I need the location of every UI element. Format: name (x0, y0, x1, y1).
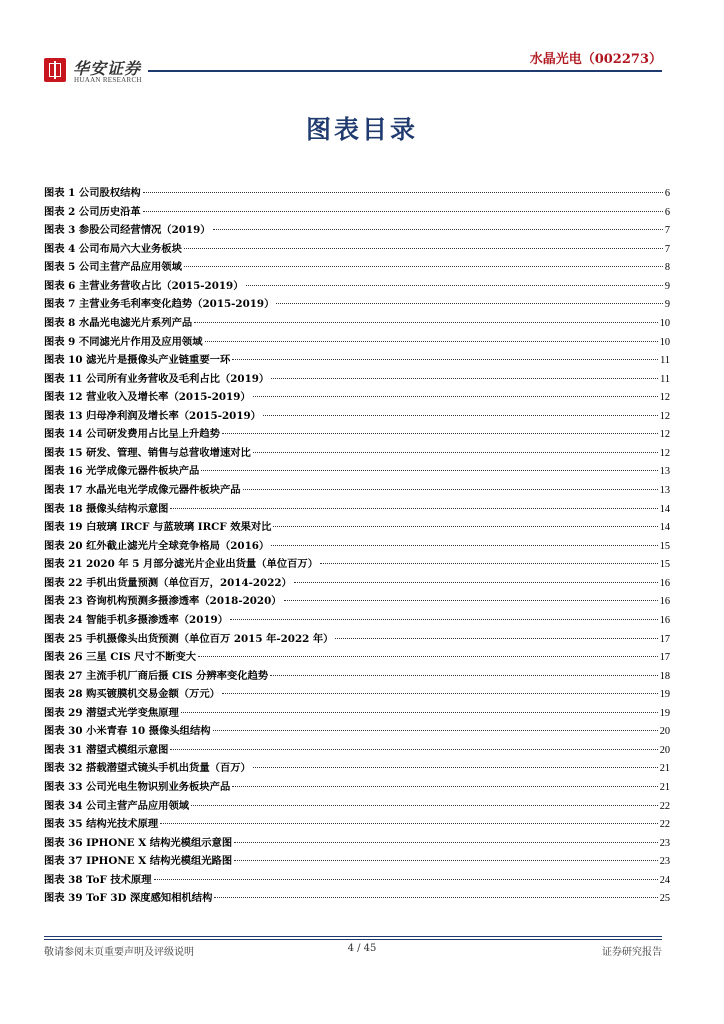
toc-leader-dots (198, 656, 658, 657)
toc-entry-page[interactable]: 7 (664, 243, 670, 255)
toc-leader-dots (214, 897, 657, 898)
toc-leader-dots (246, 285, 663, 286)
toc-entry-page[interactable]: 16 (659, 596, 670, 608)
toc-entry[interactable] (44, 815, 670, 834)
toc-entry-page[interactable]: 23 (659, 856, 670, 868)
toc-entry-label[interactable]: 图表 31 潜望式模组示意图 (44, 743, 169, 756)
toc-entry-label[interactable]: 图表 20 红外截止滤光片全球竞争格局（2016） (44, 539, 270, 552)
page-title: 图表目录 (305, 115, 418, 144)
toc-entry[interactable] (44, 685, 670, 704)
toc-entry-label[interactable]: 图表 36 IPHONE X 结构光模组示意图 (44, 836, 233, 849)
toc-entry-page[interactable]: 22 (659, 800, 670, 812)
toc-entry-page[interactable]: 24 (659, 874, 670, 886)
toc-entry-page[interactable]: 8 (664, 262, 670, 274)
toc-leader-dots (143, 211, 663, 212)
toc-entry-label[interactable]: 图表 2 公司历史沿革 (44, 205, 141, 218)
toc-entry-page[interactable]: 12 (659, 410, 670, 422)
toc-entry-label[interactable]: 图表 29 潜望式光学变焦原理 (44, 706, 179, 719)
toc-entry-page[interactable]: 9 (664, 280, 670, 292)
toc-entry[interactable] (44, 277, 670, 296)
toc-entry-label[interactable]: 图表 26 三星 CIS 尺寸不断变大 (44, 651, 197, 664)
toc-entry-label[interactable]: 图表 37 IPHONE X 结构光模组光路图 (44, 855, 233, 868)
toc-entry[interactable] (44, 537, 670, 556)
toc-entry[interactable] (44, 351, 670, 370)
toc-entry-label[interactable]: 图表 8 水晶光电滤光片系列产品 (44, 316, 193, 329)
toc-entry-page[interactable]: 14 (659, 522, 670, 534)
toc-leader-dots (230, 619, 658, 620)
toc-leader-dots (320, 563, 658, 564)
toc-entry-page[interactable]: 21 (659, 763, 670, 775)
toc-entry[interactable] (44, 184, 670, 203)
toc-entry-page[interactable]: 9 (664, 299, 670, 311)
toc-entry-page[interactable]: 16 (659, 577, 670, 589)
toc-entry-label[interactable]: 图表 4 公司布局六大业务板块 (44, 242, 182, 255)
toc-entry-page[interactable]: 19 (659, 689, 670, 701)
toc-entry-page[interactable]: 16 (659, 614, 670, 626)
toc-entry[interactable] (44, 425, 670, 444)
toc-leader-dots (170, 508, 657, 509)
toc-entry[interactable] (44, 648, 670, 667)
toc-leader-dots (263, 415, 658, 416)
toc-leader-dots (270, 675, 658, 676)
toc-entry-page[interactable]: 13 (659, 485, 670, 496)
toc-leader-dots (232, 786, 657, 787)
toc-entry[interactable] (44, 759, 670, 778)
toc-entry-page[interactable]: 12 (659, 392, 670, 404)
toc-entry[interactable] (44, 852, 670, 871)
toc-entry-page[interactable]: 11 (660, 373, 670, 385)
toc-leader-dots (181, 712, 658, 713)
toc-entry[interactable] (44, 834, 670, 853)
toc-entry-label[interactable]: 图表 21 2020 年 5 月部分滤光片企业出货量（单位百万） (44, 558, 319, 571)
toc-leader-dots (154, 879, 658, 880)
toc-entry-page[interactable]: 23 (659, 837, 670, 849)
toc-entry[interactable] (44, 314, 670, 333)
toc-leader-dots (191, 805, 658, 806)
toc-leader-dots (194, 322, 658, 323)
toc-entry[interactable] (44, 203, 670, 222)
toc-entry-label[interactable]: 图表 14 公司研发费用占比呈上升趋势 (44, 428, 220, 441)
toc-entry-page[interactable]: 17 (659, 652, 670, 664)
toc-entry-label[interactable]: 图表 35 结构光技术原理 (44, 818, 159, 831)
toc-entry-label[interactable]: 图表 11 公司所有业务营收及毛利占比（2019） (44, 372, 270, 385)
toc-entry-page[interactable]: 6 (664, 188, 670, 199)
toc-entry[interactable] (44, 871, 670, 890)
toc-leader-dots (294, 582, 658, 583)
toc-entry[interactable] (44, 370, 670, 389)
toc-leader-dots (243, 489, 658, 490)
toc-leader-dots (213, 730, 658, 731)
toc-leader-dots (222, 693, 658, 694)
toc-leader-dots (271, 378, 658, 379)
toc-entry-label[interactable]: 图表 13 归母净利润及增长率（2015-2019） (44, 409, 261, 422)
toc-entry-label[interactable]: 图表 10 滤光片是摄像头产业链重要一环 (44, 354, 231, 367)
toc-entry-page[interactable]: 20 (659, 726, 670, 738)
toc-leader-dots (201, 470, 657, 471)
toc-entry-label[interactable]: 图表 6 主营业务营收占比（2015-2019） (44, 279, 244, 292)
toc-entry-label[interactable]: 图表 17 水晶光电光学成像元器件板块产品 (44, 484, 241, 496)
toc-leader-dots (160, 823, 658, 824)
company-name: 水晶光电（002273） (529, 52, 662, 67)
toc-entry-page[interactable]: 17 (659, 633, 670, 645)
footer-disclaimer: 敬请参阅末页重要声明及评级说明 (44, 947, 194, 958)
toc-entry-page[interactable]: 10 (659, 336, 670, 348)
toc-leader-dots (232, 359, 658, 360)
toc-entry[interactable] (44, 500, 670, 519)
toc-entry-page[interactable]: 7 (664, 225, 670, 237)
toc-entry[interactable] (44, 704, 670, 723)
toc-entry[interactable] (44, 444, 670, 463)
toc-entry[interactable] (44, 221, 670, 240)
toc-entry-page[interactable]: 15 (659, 559, 670, 571)
toc-entry-page[interactable]: 25 (659, 893, 670, 905)
toc-entry-label[interactable]: 图表 5 公司主营产品应用领域 (44, 261, 182, 274)
toc-entry-label[interactable]: 图表 18 摄像头结构示意图 (44, 502, 169, 515)
toc-entry-label[interactable]: 图表 16 光学成像元器件板块产品 (44, 465, 200, 478)
toc-entry-label[interactable]: 图表 27 主流手机厂商后摄 CIS 分辨率变化趋势 (44, 669, 269, 682)
footer-page-number: 4 / 45 (347, 943, 377, 954)
footer-report-type: 证券研究报告 (602, 947, 662, 958)
toc-entry[interactable] (44, 518, 670, 537)
toc-entry-page[interactable]: 21 (659, 782, 670, 793)
toc-leader-dots (234, 860, 658, 861)
toc-entry[interactable] (44, 481, 670, 500)
toc-leader-dots (234, 842, 658, 843)
toc-entry[interactable] (44, 592, 670, 611)
toc-entry[interactable] (44, 778, 670, 797)
toc-entry-label[interactable]: 图表 34 公司主营产品应用领域 (44, 799, 190, 812)
toc-entry-page[interactable]: 15 (659, 540, 670, 552)
toc-entry[interactable] (44, 741, 670, 760)
footer-divider (44, 936, 662, 937)
toc-entry-label[interactable]: 图表 9 不同滤光片作用及应用领域 (44, 335, 203, 348)
logo-chinese-name: 华安证券 (73, 59, 142, 78)
toc-leader-dots (271, 545, 657, 546)
toc-entry-page[interactable]: 12 (659, 447, 670, 459)
toc-leader-dots (253, 396, 658, 397)
toc-entry-label[interactable]: 图表 3 参股公司经营情况（2019） (44, 224, 211, 237)
toc-entry[interactable] (44, 388, 670, 407)
toc-entry[interactable] (44, 462, 670, 481)
toc-leader-dots (253, 452, 658, 453)
toc-entry-label[interactable]: 图表 7 主营业务毛利率变化趋势（2015-2019） (44, 298, 275, 311)
toc-leader-dots (205, 341, 658, 342)
toc-leader-dots (253, 767, 658, 768)
toc-entry-page[interactable]: 11 (660, 355, 670, 367)
toc-leader-dots (273, 526, 657, 527)
table-of-contents (44, 184, 670, 908)
logo-seal-icon (44, 58, 66, 82)
toc-entry-page[interactable]: 22 (659, 819, 670, 831)
toc-entry-label[interactable]: 图表 1 公司股权结构 (44, 187, 141, 199)
toc-leader-dots (335, 638, 657, 639)
toc-leader-dots (184, 248, 663, 249)
toc-leader-dots (143, 192, 663, 193)
toc-leader-dots (276, 303, 662, 304)
toc-entry-label[interactable]: 图表 39 ToF 3D 深度感知相机结构 (44, 892, 213, 905)
toc-entry[interactable] (44, 889, 670, 908)
toc-entry-label[interactable]: 图表 32 搭载潜望式镜头手机出货量（百万） (44, 762, 251, 775)
logo-english-name: HUAAN RESEARCH (74, 76, 142, 84)
footer-divider-thin (44, 939, 662, 940)
toc-entry-page[interactable]: 12 (659, 429, 670, 441)
toc-entry-label[interactable]: 图表 33 公司光电生物识别业务板块产品 (44, 781, 231, 793)
toc-entry[interactable] (44, 667, 670, 686)
toc-entry-page[interactable]: 10 (659, 317, 670, 329)
toc-entry[interactable] (44, 630, 670, 649)
toc-entry[interactable] (44, 797, 670, 816)
toc-entry[interactable] (44, 611, 670, 630)
toc-entry[interactable] (44, 407, 670, 426)
toc-leader-dots (213, 229, 663, 230)
toc-entry-page[interactable]: 20 (659, 744, 670, 756)
toc-entry-page[interactable]: 18 (659, 670, 670, 682)
toc-entry-page[interactable]: 19 (659, 707, 670, 719)
toc-entry[interactable] (44, 555, 670, 574)
toc-entry-label[interactable]: 图表 15 研发、管理、销售与总营收增速对比 (44, 446, 251, 459)
toc-entry-label[interactable]: 图表 28 购买镀膜机交易金额（万元） (44, 688, 220, 701)
toc-entry[interactable] (44, 333, 670, 352)
toc-entry[interactable] (44, 258, 670, 277)
toc-entry[interactable] (44, 722, 670, 741)
toc-entry[interactable] (44, 295, 670, 314)
toc-entry-label[interactable]: 图表 38 ToF 技术原理 (44, 873, 152, 886)
toc-entry-label[interactable]: 图表 30 小米青春 10 摄像头组结构 (44, 725, 211, 738)
toc-entry-page[interactable]: 6 (664, 206, 670, 218)
toc-leader-dots (222, 433, 658, 434)
toc-entry-label[interactable]: 图表 25 手机摄像头出货预测（单位百万 2015 年-2022 年） (44, 632, 334, 645)
toc-entry-page[interactable]: 14 (659, 503, 670, 515)
toc-entry[interactable] (44, 574, 670, 593)
toc-entry-label[interactable]: 图表 24 智能手机多摄渗透率（2019） (44, 613, 229, 626)
toc-entry[interactable] (44, 240, 670, 259)
toc-entry-page[interactable]: 13 (659, 466, 670, 478)
toc-leader-dots (284, 600, 658, 601)
toc-entry-label[interactable]: 图表 19 白玻璃 IRCF 与蓝玻璃 IRCF 效果对比 (44, 521, 272, 534)
toc-leader-dots (184, 266, 663, 267)
header-divider (148, 70, 662, 72)
toc-entry-label[interactable]: 图表 12 营业收入及增长率（2015-2019） (44, 391, 251, 404)
toc-leader-dots (170, 749, 657, 750)
toc-entry-label[interactable]: 图表 22 手机出货量预测（单位百万，2014-2022） (44, 576, 292, 589)
toc-entry-label[interactable]: 图表 23 咨询机构预测多摄渗透率（2018-2020） (44, 595, 282, 608)
